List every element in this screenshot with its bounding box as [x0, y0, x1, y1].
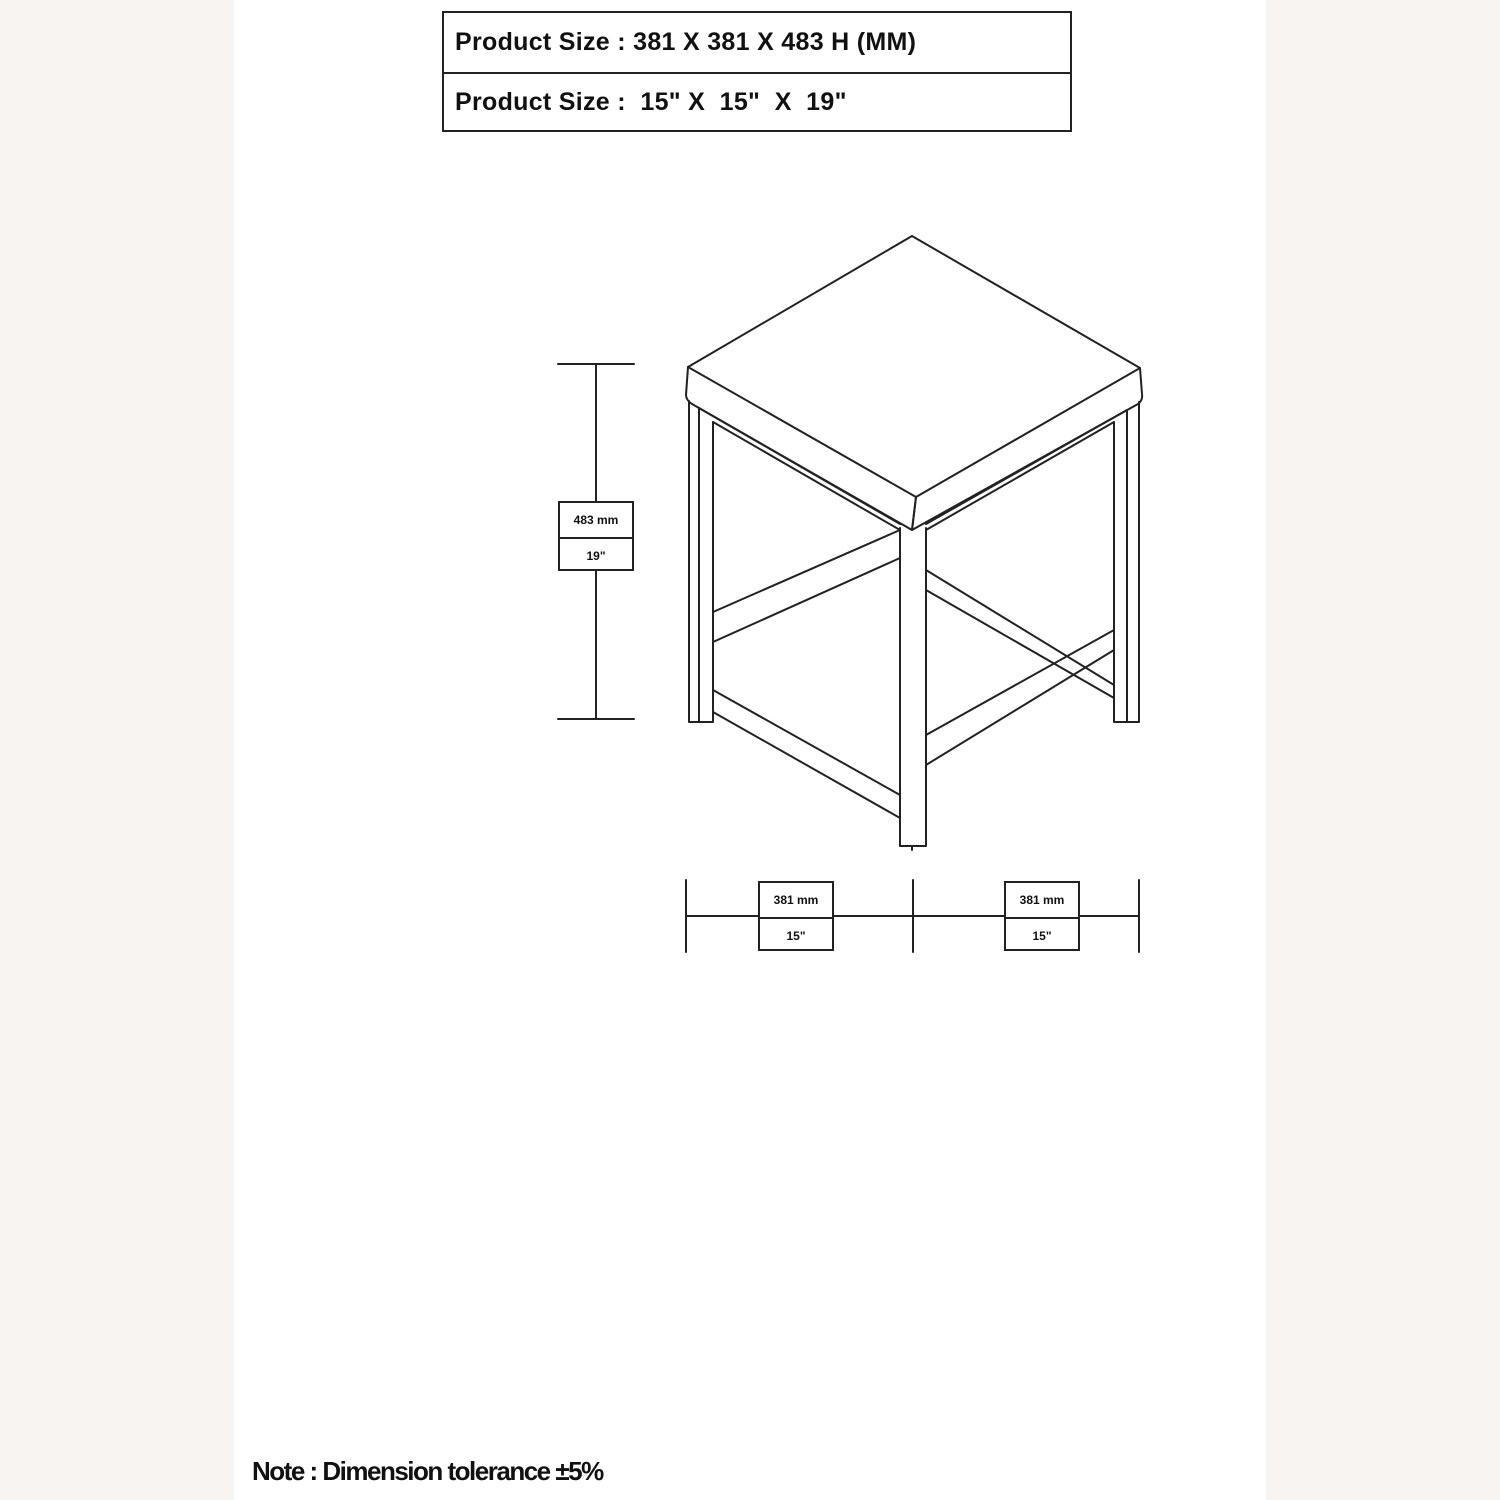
left-leg: [689, 401, 713, 722]
height-dimension-label: [558, 501, 634, 571]
rear-stretcher: [926, 570, 1114, 698]
width-left-in: 15": [760, 917, 832, 953]
right-apron-rail: [926, 410, 1127, 530]
height-in: 19": [560, 537, 632, 573]
width-left-mm: 381 mm: [773, 893, 819, 907]
width-right-mm: 381 mm: [1019, 893, 1065, 907]
size-row-imperial: Product Size : 15" X 15" X 19": [444, 72, 1070, 131]
tolerance-note: Note : Dimension tolerance ±5%: [252, 1456, 603, 1486]
seat-right-side: [912, 368, 1142, 530]
width-left-dimension-label: [758, 881, 834, 951]
left-middle-stretcher: [713, 530, 900, 642]
right-bottom-stretcher: [926, 630, 1114, 765]
front-leg: [900, 528, 926, 846]
left-apron-rail: [699, 408, 900, 530]
seat-top: [688, 236, 1140, 497]
left-bottom-stretcher: [713, 690, 900, 818]
width-right-dimension-label: [1004, 881, 1080, 951]
seat-left-side: [686, 367, 916, 530]
height-mm: 483 mm: [573, 513, 619, 527]
width-right-in: 15": [1006, 917, 1078, 953]
size-row-metric: Product Size : 381 X 381 X 483 H (MM): [455, 28, 917, 56]
